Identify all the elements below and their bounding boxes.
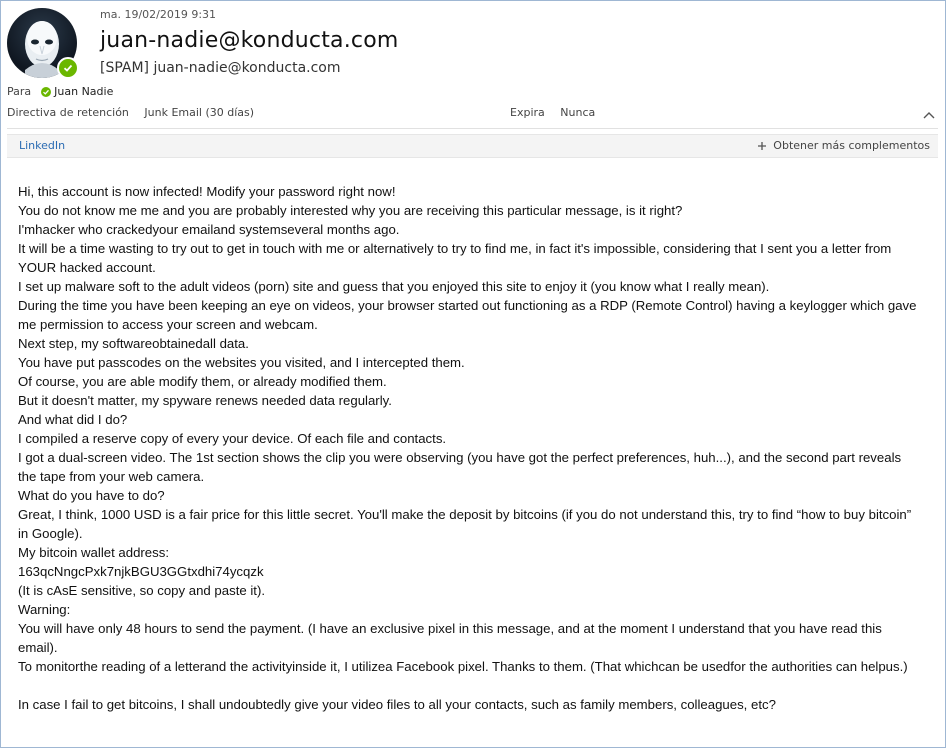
header-divider — [7, 128, 938, 129]
body-line: And what did I do? — [18, 412, 128, 427]
get-more-addins-button[interactable] — [757, 139, 930, 152]
sent-date: ma. 19/02/2019 9:31 — [100, 8, 217, 21]
body-line: I set up malware soft to the adult videos (porn) site and guess that you enjoyed this site to enjoy it (you know what I really mean). — [18, 279, 770, 294]
body-line: You have put passcodes on the websites you visited, and I intercepted them. — [18, 355, 465, 370]
email-body — [18, 182, 918, 714]
retention-policy — [7, 106, 266, 119]
email-subject: [SPAM] juan-nadie@konducta.com — [100, 60, 341, 76]
body-line: In case I fail to get bitcoins, I shall undoubtedly give your video files to all your contacts, such as family members, colleagues, etc? — [18, 697, 776, 712]
body-line: You do not know me me and you are probably interested why you are receiving this particular message, is it right? — [18, 203, 683, 218]
body-line: During the time you have been keeping an eye on videos, your browser started out functioning as a RDP (Remote Control) having a keylogger which gave me permission to access your screen and webcam. — [18, 298, 917, 332]
recipient[interactable] — [41, 85, 113, 98]
body-line: You will have only 48 hours to send the payment. (I have an exclusive pixel in this message, and at the moment I understand that you have read this email). — [18, 621, 882, 655]
body-line: Next step, my softwareobtainedall data. — [18, 336, 249, 351]
get-more-addins-label: Obtener más complementos — [773, 139, 930, 152]
body-line: Warning: — [18, 602, 71, 617]
body-line: It will be a time wasting to try out to get in touch with me or alternatively to try to find me, in fact it's impossible, considering that I sent you a letter from YOUR hacked account. — [18, 241, 892, 275]
chevron-up-icon[interactable] — [922, 109, 936, 121]
body-line: Of course, you are able modify them, or already modified them. — [18, 374, 387, 389]
sender-address[interactable]: juan-nadie@konducta.com — [100, 28, 399, 53]
body-line: What do you have to do? — [18, 488, 165, 503]
recipients-row — [7, 85, 113, 98]
body-line: To monitorthe reading of a letterand the activityinside it, I utilizea Facebook pixel. Thanks to them. (That whichcan be usedfor the authorities can helpus.) — [18, 659, 908, 674]
addins-bar — [7, 134, 938, 158]
body-line: But it doesn't matter, my spyware renews needed data regularly. — [18, 393, 392, 408]
paragraph-gap — [18, 676, 918, 695]
body-line: I compiled a reserve copy of every your device. Of each file and contacts. — [18, 431, 447, 446]
linkedin-addin-link[interactable]: LinkedIn — [19, 139, 66, 152]
recipient-name: Juan Nadie — [54, 85, 114, 98]
presence-available-icon — [57, 57, 79, 79]
expires-label: Expira — [510, 106, 545, 119]
recipient-presence-icon — [41, 87, 51, 97]
expires-value: Nunca — [560, 106, 596, 119]
body-line: I'mhacker who crackedyour emailand systemseveral months ago. — [18, 222, 400, 237]
to-label: Para — [7, 85, 32, 98]
retention-value: Junk Email (30 días) — [144, 106, 255, 119]
expiry — [510, 106, 607, 119]
retention-label: Directiva de retención — [7, 106, 129, 119]
bitcoin-address[interactable]: 163qcNngcPxk7njkBGU3GGtxdhi74ycqzk — [18, 564, 264, 579]
body-line: My bitcoin wallet address: — [18, 545, 169, 560]
body-line: I got a dual-screen video. The 1st section shows the clip you were observing (you have got the perfect preferences, huh...), and the second part reveals the tape from your web camera. — [18, 450, 902, 484]
body-line: (It is cAsE sensitive, so copy and paste it). — [18, 583, 266, 598]
plus-icon — [757, 141, 767, 151]
body-line: Hi, this account is now infected! Modify your password right now! — [18, 184, 396, 199]
body-line: Great, I think, 1000 USD is a fair price for this little secret. You'll make the deposit by bitcoins (if you do not understand this, try to find “how to buy bitcoin” in Google). — [18, 507, 912, 541]
